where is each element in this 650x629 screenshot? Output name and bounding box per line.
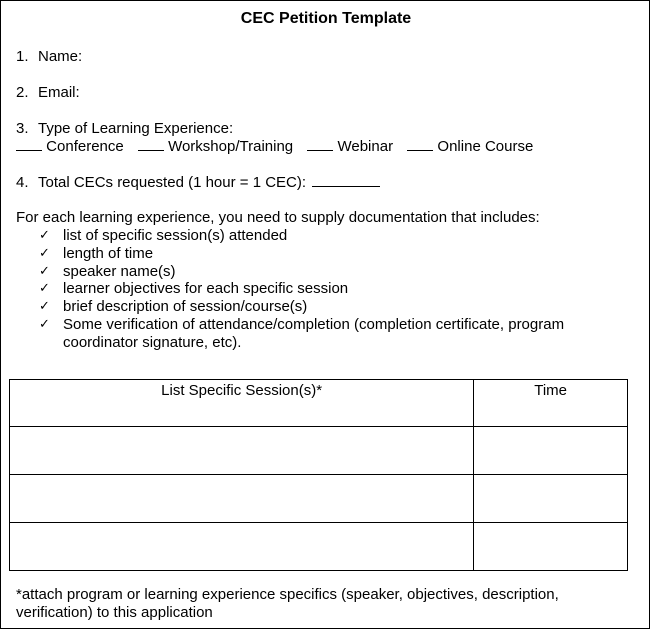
checkmark-icon: ✓ (39, 263, 50, 279)
email-field (16, 84, 80, 102)
session-column-header: List Specific Session(s)* (10, 380, 474, 427)
list-item (39, 263, 564, 281)
option-conference: Conference (46, 138, 124, 155)
footnote-line: verification) to this application (16, 604, 213, 621)
field-number: 3. (16, 120, 29, 137)
time-cell[interactable] (474, 427, 628, 475)
footnote-line: *attach program or learning experience specifics (speaker, objectives, description, (16, 586, 559, 603)
footnote (16, 586, 616, 622)
list-item (39, 245, 564, 263)
field-number: 2. (16, 84, 29, 101)
list-item-label: length of time (63, 244, 154, 262)
list-item-label: speaker name(s) (63, 262, 176, 280)
table-row (10, 427, 628, 475)
list-item-label: Some verification of attendance/completion (completion certificate, program (63, 315, 565, 333)
experience-type-label: Type of Learning Experience: (38, 120, 234, 137)
list-item-label: coordinator signature, etc). (63, 333, 242, 351)
option-webinar: Webinar (337, 138, 394, 155)
email-label: Email: (38, 84, 80, 101)
option-blank[interactable] (307, 139, 333, 151)
session-cell[interactable] (10, 427, 474, 475)
list-item (39, 316, 564, 334)
list-item (39, 227, 564, 245)
checkmark-icon: ✓ (39, 281, 50, 297)
cecs-requested-label: Total CECs requested (1 hour = 1 CEC): (38, 174, 307, 191)
option-blank[interactable] (16, 139, 42, 151)
list-item-continuation (39, 334, 564, 352)
documentation-checklist (39, 227, 564, 352)
sessions-table (9, 379, 628, 571)
list-item-label: learner objectives for each specific session (63, 280, 349, 298)
name-label: Name: (38, 48, 83, 65)
experience-type-options (16, 138, 543, 156)
checkmark-icon: ✓ (39, 299, 50, 315)
list-item (39, 280, 564, 298)
cecs-requested-blank[interactable] (312, 175, 380, 187)
list-item (39, 298, 564, 316)
option-blank[interactable] (138, 139, 164, 151)
page-title: CEC Petition Template (240, 10, 412, 27)
table-header-row (10, 380, 628, 427)
field-number: 1. (16, 48, 29, 65)
time-cell[interactable] (474, 475, 628, 523)
table-row (10, 475, 628, 523)
cecs-requested-field (16, 174, 380, 192)
name-field (16, 48, 82, 66)
session-cell[interactable] (10, 523, 474, 571)
documentation-intro: For each learning experience, you need to supply documentation that includes: (16, 209, 540, 226)
field-number: 4. (16, 174, 29, 191)
time-column-header: Time (474, 380, 628, 427)
experience-type-field (16, 120, 233, 138)
checkmark-icon: ✓ (39, 316, 50, 332)
checkmark-icon: ✓ (39, 228, 50, 243)
session-cell[interactable] (10, 475, 474, 523)
option-blank[interactable] (407, 139, 433, 151)
time-cell[interactable] (474, 523, 628, 571)
option-workshop-training: Workshop/Training (168, 138, 294, 155)
list-item-label: list of specific session(s) attended (63, 227, 288, 244)
list-item-label: brief description of session/course(s) (63, 298, 308, 316)
option-online-course: Online Course (437, 138, 534, 155)
checkmark-icon: ✓ (39, 245, 50, 261)
table-row (10, 523, 628, 571)
